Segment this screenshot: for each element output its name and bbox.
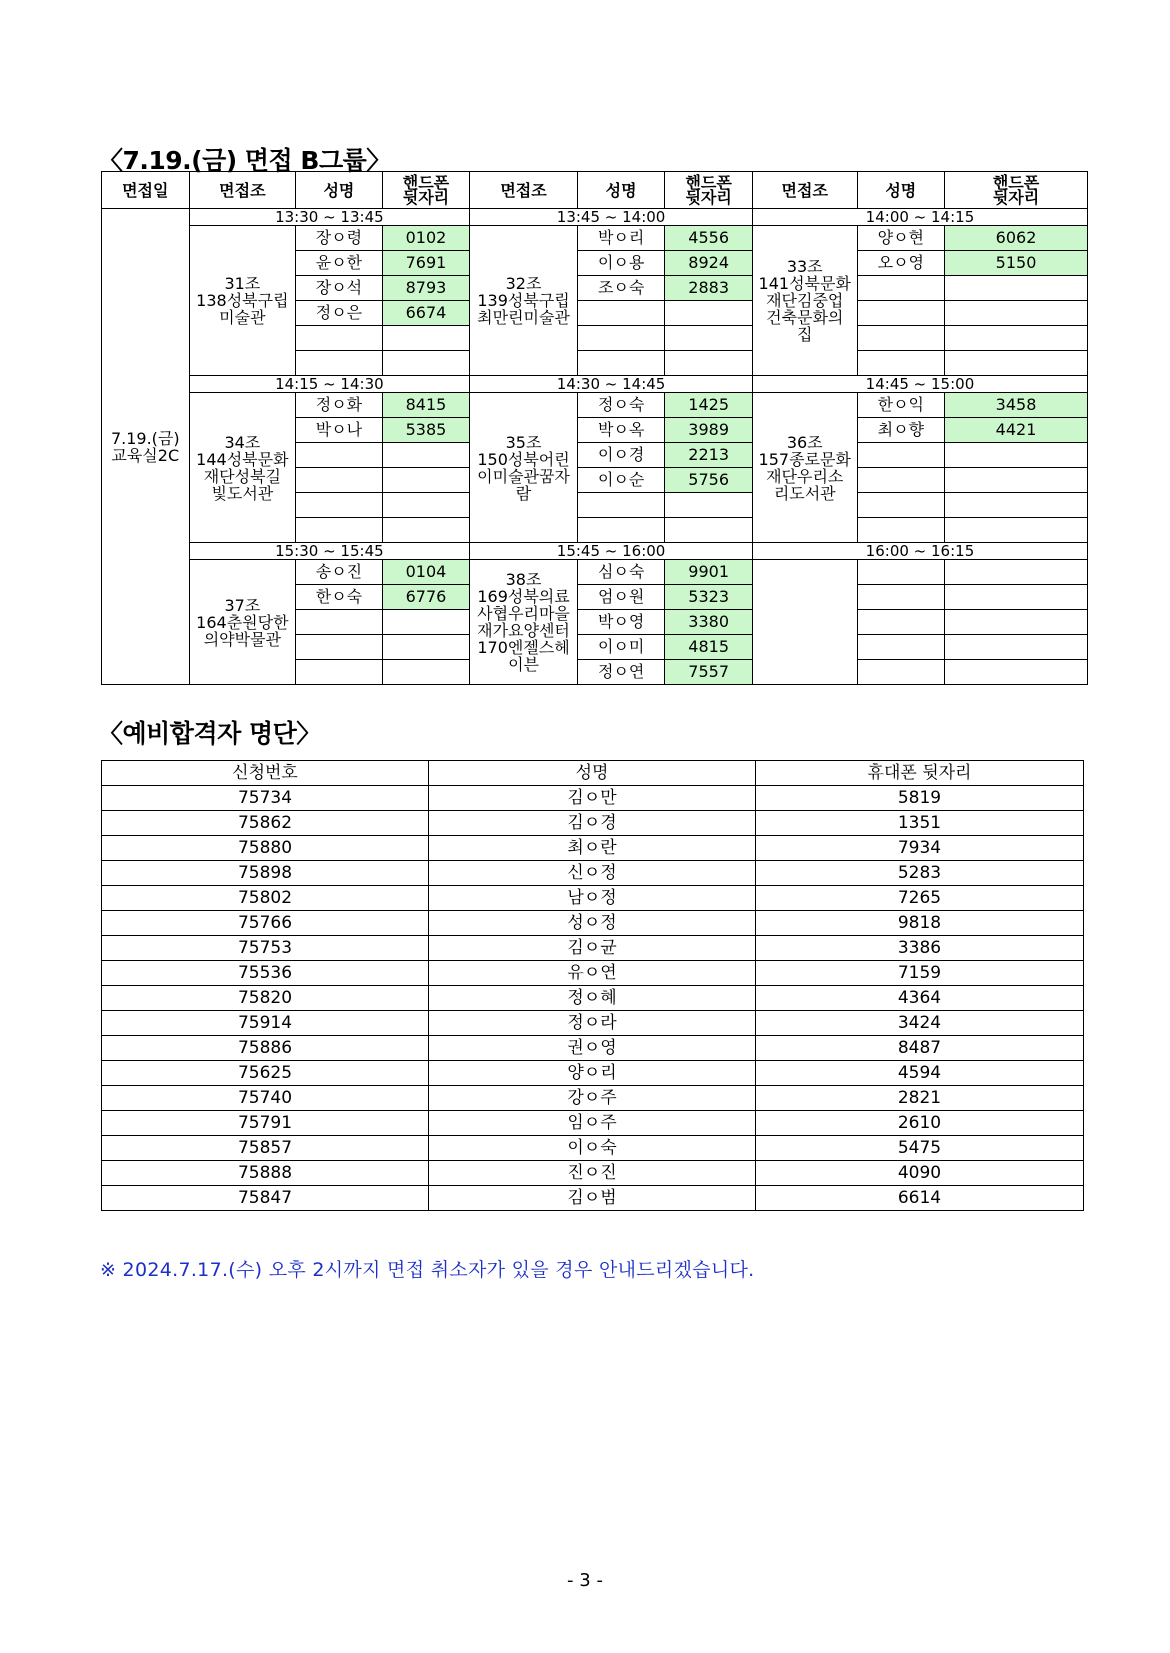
member-phone-last4 <box>945 468 1088 493</box>
application-number: 75791 <box>102 1111 429 1136</box>
member-name <box>577 326 665 351</box>
member-name <box>857 635 945 660</box>
interview-group-cell: 37조 164춘원당한 의약박물관 <box>189 560 296 685</box>
time-slot: 15:45 ~ 16:00 <box>470 543 753 560</box>
member-name <box>857 610 945 635</box>
member-name <box>296 326 383 351</box>
member-phone-last4 <box>382 351 470 376</box>
member-name <box>577 301 665 326</box>
table-row <box>102 1061 1084 1086</box>
interview-group-cell <box>752 560 857 685</box>
member-name: 박ㅇ나 <box>296 418 383 443</box>
member-name: 윤ㅇ한 <box>296 251 383 276</box>
member-name: 정ㅇ은 <box>296 301 383 326</box>
member-name: 오ㅇ영 <box>857 251 945 276</box>
member-phone-last4: 0102 <box>382 226 470 251</box>
phone-last4: 8487 <box>756 1036 1084 1061</box>
interview-group-cell: 31조 138성북구립 미술관 <box>189 226 296 376</box>
member-phone-last4: 5323 <box>665 585 753 610</box>
phone-last4: 4594 <box>756 1061 1084 1086</box>
header-name: 성명 <box>429 761 756 786</box>
table-row <box>102 886 1084 911</box>
phone-last4: 5819 <box>756 786 1084 811</box>
application-number: 75625 <box>102 1061 429 1086</box>
member-phone-last4 <box>945 635 1088 660</box>
applicant-name: 김ㅇ경 <box>429 811 756 836</box>
member-phone-last4 <box>665 351 753 376</box>
member-name <box>857 301 945 326</box>
applicant-name: 김ㅇ범 <box>429 1186 756 1211</box>
member-name <box>296 351 383 376</box>
member-phone-last4: 3380 <box>665 610 753 635</box>
interview-group-cell: 32조 139성북구립 최만린미술관 <box>470 226 578 376</box>
application-number: 75536 <box>102 961 429 986</box>
member-phone-last4: 6062 <box>945 226 1088 251</box>
phone-last4: 4364 <box>756 986 1084 1011</box>
table-row <box>102 1036 1084 1061</box>
member-name <box>577 351 665 376</box>
member-row <box>102 393 1088 418</box>
member-phone-last4 <box>382 468 470 493</box>
time-slot: 14:45 ~ 15:00 <box>752 376 1087 393</box>
phone-last4: 4090 <box>756 1161 1084 1186</box>
member-name <box>577 493 665 518</box>
member-phone-last4 <box>382 660 470 685</box>
applicant-name: 성ㅇ정 <box>429 911 756 936</box>
member-phone-last4: 7557 <box>665 660 753 685</box>
member-name: 양ㅇ현 <box>857 226 945 251</box>
schedule-header-row <box>102 172 1088 209</box>
table-row <box>102 1161 1084 1186</box>
member-phone-last4 <box>665 493 753 518</box>
applicant-name: 정ㅇ라 <box>429 1011 756 1036</box>
member-phone-last4: 8924 <box>665 251 753 276</box>
applicant-name: 신ㅇ정 <box>429 861 756 886</box>
member-phone-last4 <box>382 518 470 543</box>
header-application-number: 신청번호 <box>102 761 429 786</box>
interview-group-cell: 36조 157종로문화 재단우리소 리도서관 <box>752 393 857 543</box>
applicant-name: 진ㅇ진 <box>429 1161 756 1186</box>
time-slot-row <box>102 543 1088 560</box>
member-name: 박ㅇ리 <box>577 226 665 251</box>
applicant-name: 양ㅇ리 <box>429 1061 756 1086</box>
member-name: 이ㅇ용 <box>577 251 665 276</box>
member-name <box>857 560 945 585</box>
member-name: 심ㅇ숙 <box>577 560 665 585</box>
applicant-name: 유ㅇ연 <box>429 961 756 986</box>
table-row <box>102 936 1084 961</box>
member-name: 장ㅇ석 <box>296 276 383 301</box>
member-name: 한ㅇ숙 <box>296 585 383 610</box>
member-phone-last4 <box>382 493 470 518</box>
member-name <box>857 276 945 301</box>
member-name <box>296 518 383 543</box>
member-name <box>296 635 383 660</box>
member-phone-last4: 7691 <box>382 251 470 276</box>
header-date: 면접일 <box>102 172 190 209</box>
member-name <box>857 585 945 610</box>
member-phone-last4: 4421 <box>945 418 1088 443</box>
applicant-name: 김ㅇ균 <box>429 936 756 961</box>
member-name <box>857 660 945 685</box>
table-row <box>102 1186 1084 1211</box>
applicant-name: 최ㅇ란 <box>429 836 756 861</box>
interview-group-cell: 33조 141성북문화 재단김중업 건축문화의 집 <box>752 226 857 376</box>
member-name: 정ㅇ숙 <box>577 393 665 418</box>
member-phone-last4: 9901 <box>665 560 753 585</box>
application-number: 75886 <box>102 1036 429 1061</box>
application-number: 75766 <box>102 911 429 936</box>
member-name <box>857 351 945 376</box>
interview-group-cell: 38조 169성북의료 사협우리마을 재가요양센터 170엔젤스헤 이븐 <box>470 560 578 685</box>
time-slot: 14:15 ~ 14:30 <box>189 376 470 393</box>
application-number: 75847 <box>102 1186 429 1211</box>
member-name <box>577 518 665 543</box>
member-phone-last4 <box>382 326 470 351</box>
table-row <box>102 1111 1084 1136</box>
phone-last4: 9818 <box>756 911 1084 936</box>
application-number: 75914 <box>102 1011 429 1036</box>
header-phone: 핸드폰 뒷자리 <box>665 172 753 209</box>
member-phone-last4 <box>382 635 470 660</box>
applicant-name: 정ㅇ혜 <box>429 986 756 1011</box>
member-phone-last4: 2213 <box>665 443 753 468</box>
table-row <box>102 986 1084 1011</box>
time-slot: 13:30 ~ 13:45 <box>189 209 470 226</box>
interview-date-cell: 7.19.(금) 교육실2C <box>102 209 190 685</box>
member-phone-last4: 2883 <box>665 276 753 301</box>
phone-last4: 7934 <box>756 836 1084 861</box>
member-phone-last4 <box>945 610 1088 635</box>
application-number: 75820 <box>102 986 429 1011</box>
page-number: - 3 - <box>567 1570 603 1591</box>
time-slot-row <box>102 376 1088 393</box>
phone-last4: 3386 <box>756 936 1084 961</box>
phone-last4: 3424 <box>756 1011 1084 1036</box>
member-phone-last4 <box>665 518 753 543</box>
applicant-name: 권ㅇ영 <box>429 1036 756 1061</box>
member-name: 엄ㅇ원 <box>577 585 665 610</box>
member-name <box>857 443 945 468</box>
applicant-name: 강ㅇ주 <box>429 1086 756 1111</box>
member-phone-last4 <box>945 326 1088 351</box>
member-phone-last4: 3458 <box>945 393 1088 418</box>
member-phone-last4: 5150 <box>945 251 1088 276</box>
member-phone-last4: 4815 <box>665 635 753 660</box>
member-name: 장ㅇ령 <box>296 226 383 251</box>
reserve-body <box>102 786 1084 1211</box>
member-name: 한ㅇ익 <box>857 393 945 418</box>
phone-last4: 5283 <box>756 861 1084 886</box>
member-name <box>857 468 945 493</box>
member-phone-last4 <box>945 351 1088 376</box>
member-name: 이ㅇ순 <box>577 468 665 493</box>
time-slot: 15:30 ~ 15:45 <box>189 543 470 560</box>
member-phone-last4 <box>945 518 1088 543</box>
member-row <box>102 226 1088 251</box>
phone-last4: 1351 <box>756 811 1084 836</box>
phone-last4: 6614 <box>756 1186 1084 1211</box>
applicant-name: 임ㅇ주 <box>429 1111 756 1136</box>
application-number: 75862 <box>102 811 429 836</box>
schedule-body <box>102 209 1088 685</box>
member-phone-last4 <box>945 493 1088 518</box>
header-phone: 핸드폰 뒷자리 <box>382 172 470 209</box>
member-name: 조ㅇ숙 <box>577 276 665 301</box>
member-phone-last4: 8793 <box>382 276 470 301</box>
header-group: 면접조 <box>189 172 296 209</box>
member-name: 이ㅇ미 <box>577 635 665 660</box>
header-phone: 휴대폰 뒷자리 <box>756 761 1084 786</box>
member-phone-last4: 5385 <box>382 418 470 443</box>
application-number: 75857 <box>102 1136 429 1161</box>
member-phone-last4 <box>945 560 1088 585</box>
member-phone-last4: 3989 <box>665 418 753 443</box>
application-number: 75753 <box>102 936 429 961</box>
header-name: 성명 <box>577 172 665 209</box>
applicant-name: 남ㅇ정 <box>429 886 756 911</box>
member-name: 최ㅇ향 <box>857 418 945 443</box>
member-name <box>296 660 383 685</box>
member-phone-last4: 6776 <box>382 585 470 610</box>
member-phone-last4: 8415 <box>382 393 470 418</box>
reserve-header-row <box>102 761 1084 786</box>
member-phone-last4 <box>945 301 1088 326</box>
time-slot: 13:45 ~ 14:00 <box>470 209 753 226</box>
member-phone-last4 <box>945 585 1088 610</box>
application-number: 75734 <box>102 786 429 811</box>
member-name <box>857 326 945 351</box>
member-name: 정ㅇ화 <box>296 393 383 418</box>
cancellation-notice: ※ 2024.7.17.(수) 오후 2시까지 면접 취소자가 있을 경우 안내드리겠습니다. <box>100 1259 755 1281</box>
application-number: 75898 <box>102 861 429 886</box>
member-name <box>857 518 945 543</box>
interview-group-cell: 35조 150성북어린 이미술관꿈자 람 <box>470 393 578 543</box>
table-row <box>102 861 1084 886</box>
table-row <box>102 911 1084 936</box>
phone-last4: 7159 <box>756 961 1084 986</box>
member-row <box>102 560 1088 585</box>
schedule-title: 〈7.19.(금) 면접 B그룹〉 <box>98 146 391 175</box>
member-phone-last4: 0104 <box>382 560 470 585</box>
phone-last4: 5475 <box>756 1136 1084 1161</box>
interview-group-cell: 34조 144성북문화 재단성북길 빛도서관 <box>189 393 296 543</box>
member-name: 박ㅇ옥 <box>577 418 665 443</box>
member-phone-last4 <box>945 443 1088 468</box>
member-phone-last4 <box>945 660 1088 685</box>
table-row <box>102 1086 1084 1111</box>
member-name: 이ㅇ경 <box>577 443 665 468</box>
header-name: 성명 <box>857 172 945 209</box>
table-row <box>102 786 1084 811</box>
table-row <box>102 961 1084 986</box>
table-row <box>102 1011 1084 1036</box>
header-phone: 핸드폰 뒷자리 <box>945 172 1088 209</box>
time-slot-row <box>102 209 1088 226</box>
header-group: 면접조 <box>752 172 857 209</box>
member-name: 송ㅇ진 <box>296 560 383 585</box>
reserve-title: 〈예비합격자 명단〉 <box>98 719 321 748</box>
member-phone-last4 <box>665 326 753 351</box>
member-phone-last4: 5756 <box>665 468 753 493</box>
applicant-name: 김ㅇ만 <box>429 786 756 811</box>
header-group: 면접조 <box>470 172 578 209</box>
member-name <box>296 468 383 493</box>
member-name: 정ㅇ연 <box>577 660 665 685</box>
phone-last4: 7265 <box>756 886 1084 911</box>
application-number: 75880 <box>102 836 429 861</box>
phone-last4: 2821 <box>756 1086 1084 1111</box>
time-slot: 16:00 ~ 16:15 <box>752 543 1087 560</box>
table-row <box>102 811 1084 836</box>
interview-schedule-table <box>101 171 1088 685</box>
applicant-name: 이ㅇ숙 <box>429 1136 756 1161</box>
member-phone-last4 <box>382 610 470 635</box>
member-phone-last4 <box>382 443 470 468</box>
member-phone-last4: 6674 <box>382 301 470 326</box>
member-name <box>296 493 383 518</box>
time-slot: 14:00 ~ 14:15 <box>752 209 1087 226</box>
member-name <box>857 493 945 518</box>
reserve-list-table <box>101 760 1084 1211</box>
table-row <box>102 1136 1084 1161</box>
time-slot: 14:30 ~ 14:45 <box>470 376 753 393</box>
table-row <box>102 836 1084 861</box>
member-phone-last4: 4556 <box>665 226 753 251</box>
phone-last4: 2610 <box>756 1111 1084 1136</box>
member-phone-last4 <box>945 276 1088 301</box>
application-number: 75802 <box>102 886 429 911</box>
member-phone-last4 <box>665 301 753 326</box>
header-name: 성명 <box>296 172 383 209</box>
member-name <box>296 443 383 468</box>
member-phone-last4: 1425 <box>665 393 753 418</box>
application-number: 75740 <box>102 1086 429 1111</box>
application-number: 75888 <box>102 1161 429 1186</box>
member-name <box>296 610 383 635</box>
member-name: 박ㅇ영 <box>577 610 665 635</box>
